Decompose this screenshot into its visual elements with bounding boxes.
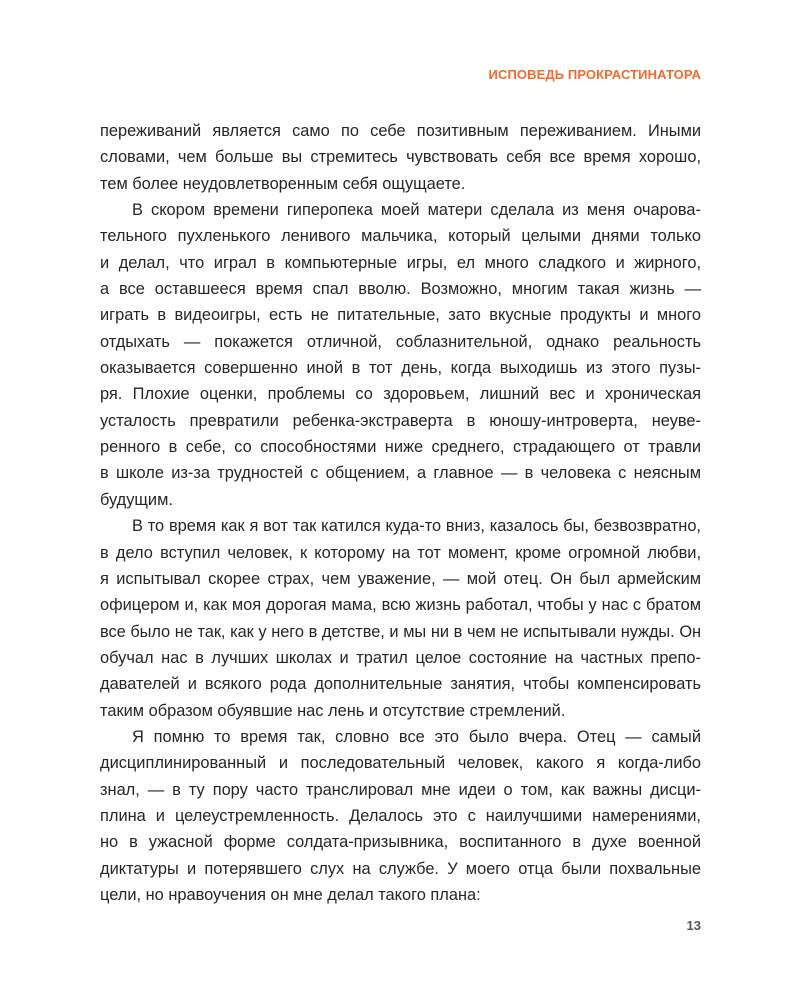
- paragraph: [100, 513, 701, 724]
- text-line: играть в видеоигры, есть не питательные, зато вкусные продукты и много: [100, 306, 701, 325]
- text-line: я испытывал скорее страх, чем уважение, — мой отец. Он был армейским: [100, 569, 701, 588]
- text-line: словами, чем больше вы стремитесь чувствовать себя все время хорошо,: [100, 148, 701, 167]
- text-line: плина и целеустремленность. Делалось это с наилучшими намерениями,: [100, 806, 701, 825]
- text-line: все было не так, как у него в детстве, и мы ни в чем не испытывали нужды. Он: [100, 622, 701, 641]
- text-line: и делал, что играл в компьютерные игры, ел много сладкого и жирного,: [100, 253, 701, 272]
- running-head: ИСПОВЕДЬ ПРОКРАСТИНАТОРА: [488, 67, 701, 82]
- text-line: тельного пухленького ленивого мальчика, который целыми днями только: [100, 227, 701, 246]
- text-line: давателей и всякого рода дополнительные занятия, чтобы компенсировать: [100, 675, 701, 694]
- text-line: в школе из-за трудностей с общением, а главное — в человека с неясным: [100, 464, 701, 483]
- text-line: усталость превратили ребенка-экстраверта в юношу-интроверта, неуве-: [100, 411, 701, 430]
- text-line: В то время как я вот так катился куда-то вниз, казалось бы, безвозвратно,: [132, 517, 701, 536]
- text-line: в дело вступил человек, к которому на тот момент, кроме огромной любви,: [100, 543, 701, 562]
- text-line: отдыхать — покажется отличной, соблазнительной, однако реальность: [100, 332, 701, 351]
- text-line: обучал нас в лучших школах и тратил целое состояние на частных препо-: [100, 648, 701, 667]
- text-line: тем более неудовлетворенным себя ощущаете.: [100, 174, 466, 193]
- text-line: ря. Плохие оценки, проблемы со здоровьем, лишний вес и хроническая: [100, 385, 701, 404]
- text-line: знал, — в ту пору часто транслировал мне идеи о том, как важны дисци-: [100, 780, 701, 799]
- text-line: но в ужасной форме солдата-призывника, воспитанного в духе военной: [100, 833, 701, 852]
- text-line: диктатуры и потерявшего слух на службе. У моего отца были похвальные: [100, 859, 701, 878]
- text-line: таким образом обуявшие нас лень и отсутствие стремлений.: [100, 701, 566, 720]
- text-line: цели, но нравоучения он мне делал такого плана:: [100, 885, 481, 904]
- text-line: будущим.: [100, 490, 173, 509]
- text-line: переживаний является само по себе позитивным переживанием. Иными: [100, 122, 701, 140]
- body-text: [100, 118, 701, 908]
- text-line: а все оставшееся время спал вволю. Возможно, многим такая жизнь —: [100, 280, 701, 299]
- paragraph: [100, 197, 701, 513]
- text-line: дисциплинированный и последовательный человек, какого я когда-либо: [100, 754, 701, 773]
- text-line: ренного в себе, со способностями ниже среднего, страдающего от травли: [100, 438, 701, 457]
- text-line: оказывается совершенно иной в тот день, когда выходишь из этого пузы-: [100, 359, 701, 378]
- paragraph: [100, 724, 701, 908]
- page-number: 13: [686, 918, 701, 933]
- text-line: Я помню то время так, словно все это было вчера. Отец — самый: [132, 727, 701, 746]
- paragraph: [100, 118, 701, 197]
- text-line: В скором времени гиперопека моей матери сделала из меня очарова-: [132, 201, 701, 220]
- text-line: офицером и, как моя дорогая мама, всю жизнь работал, чтобы у нас с братом: [100, 596, 701, 615]
